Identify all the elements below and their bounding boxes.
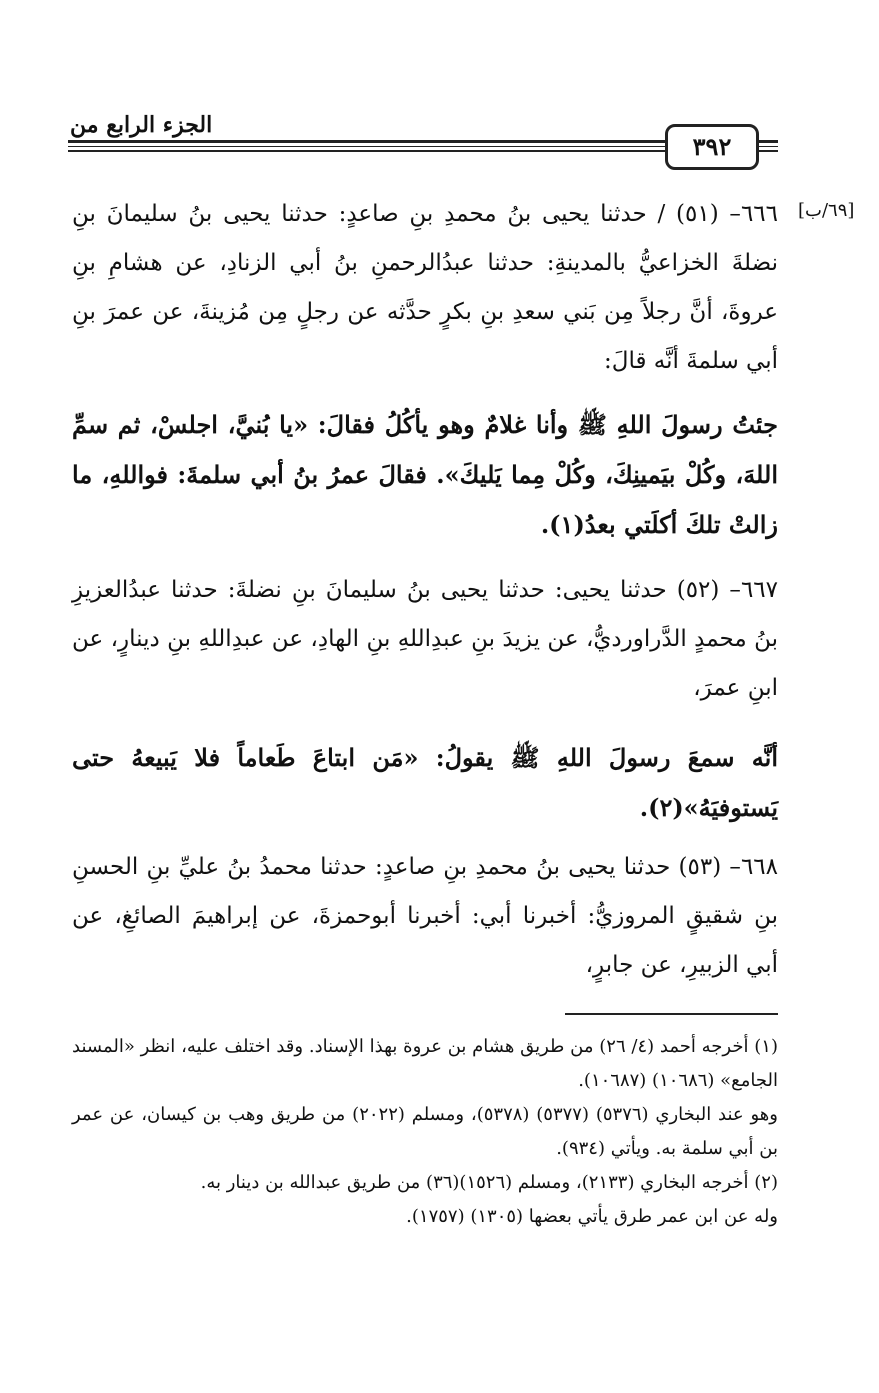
hadith-matn-667 [72, 733, 778, 833]
body-paragraph: ٦٦٦– (٥١) / حدثنا يحيى بنُ محمدِ بنِ صاعدٍ: حدثنا يحيى بنُ سليمانَ بنِ نضلةَ الخزاعيُّ بالمدينةِ: حدثنا عبدُالرحمنِ بنُ أبي الزنادِ، عن هشامِ بنِ عروةَ، أنَّ رجلاً مِن بَني سعدِ بنِ بكرٍ حدَّثه عن رجلٍ مِن مُزينةَ، عن عمرَ بنِ أبي سلمةَ أنَّه قالَ: [72, 201, 778, 374]
footnote: (٢) أخرجه البخاري (٢١٣٣)، ومسلم (١٥٢٦)(٣٦) من طريق عبدالله بن دينار به. [200, 1172, 778, 1193]
running-title: الجزء الرابع من [70, 112, 213, 138]
body-paragraph: جئتُ رسولَ اللهِ ﷺ وأنا غلامٌ وهو يأكُلُ فقالَ: «يا بُنيَّ، اجلسْ، ثم سمِّ اللهَ، وكُلْ بيَمينِكَ، وكُلْ مِما يَليكَ». فقالَ عمرُ بنُ أبي سلمةَ: فواللهِ، ما زالتْ تلكَ أكلَتي بعدُ(١). [72, 410, 779, 539]
footnotes [72, 1030, 778, 1234]
footnote: وله عن ابن عمر طرق يأتي بعضها (١٣٠٥) (١٧٥٧). [406, 1206, 778, 1227]
body-paragraph: ٦٦٧– (٥٢) حدثنا يحيى: حدثنا يحيى بنُ سليمانَ بنِ نضلةَ: حدثنا عبدُالعزيزِ بنُ محمدٍ الدَّراورديُّ، عن يزيدَ بنِ عبدِاللهِ بنِ الهادِ، عن عبدِاللهِ بنِ دينارٍ، عن ابنِ عمرَ، [72, 577, 778, 701]
body-paragraph: ٦٦٨– (٥٣) حدثنا يحيى بنُ محمدِ بنِ صاعدٍ: حدثنا محمدُ بنُ عليِّ بنِ الحسنِ بنِ شقيقٍ المروزيُّ: أخبرنا أبي: أخبرنا أبوحمزةَ، عن إبراهيمَ الصائغِ، عن أبي الزبيرِ، عن جابرٍ، [72, 854, 778, 978]
footnote: (١) أخرجه أحمد (٤/ ٢٦) من طريق هشام بن عروة بهذا الإسناد. وقد اختلف عليه، انظر «المسند الجامع» (١٠٦٨٦) (١٠٦٨٧). [72, 1036, 778, 1091]
footnote: وهو عند البخاري (٥٣٧٦) (٥٣٧٧) (٥٣٧٨)، ومسلم (٢٠٢٢) من طريق وهب بن كيسان، عن عمر بن أبي سلمة به. ويأتي (٩٣٤). [72, 1104, 778, 1159]
page-number: ٣٩٢ [665, 124, 759, 170]
hadith-isnad-666 [72, 190, 778, 386]
manuscript-folio-note: [٦٩/ب] [798, 200, 855, 221]
hadith-isnad-668 [72, 843, 778, 990]
hadith-matn-666 [72, 400, 778, 550]
hadith-isnad-667 [72, 566, 778, 713]
body-paragraph: أنَّه سمعَ رسولَ اللهِ ﷺ يقولُ: «مَن ابتاعَ طَعاماً فلا يَبيعهُ حتى يَستوفيَهُ»(٢). [72, 743, 778, 822]
footnote-separator [565, 1013, 778, 1015]
